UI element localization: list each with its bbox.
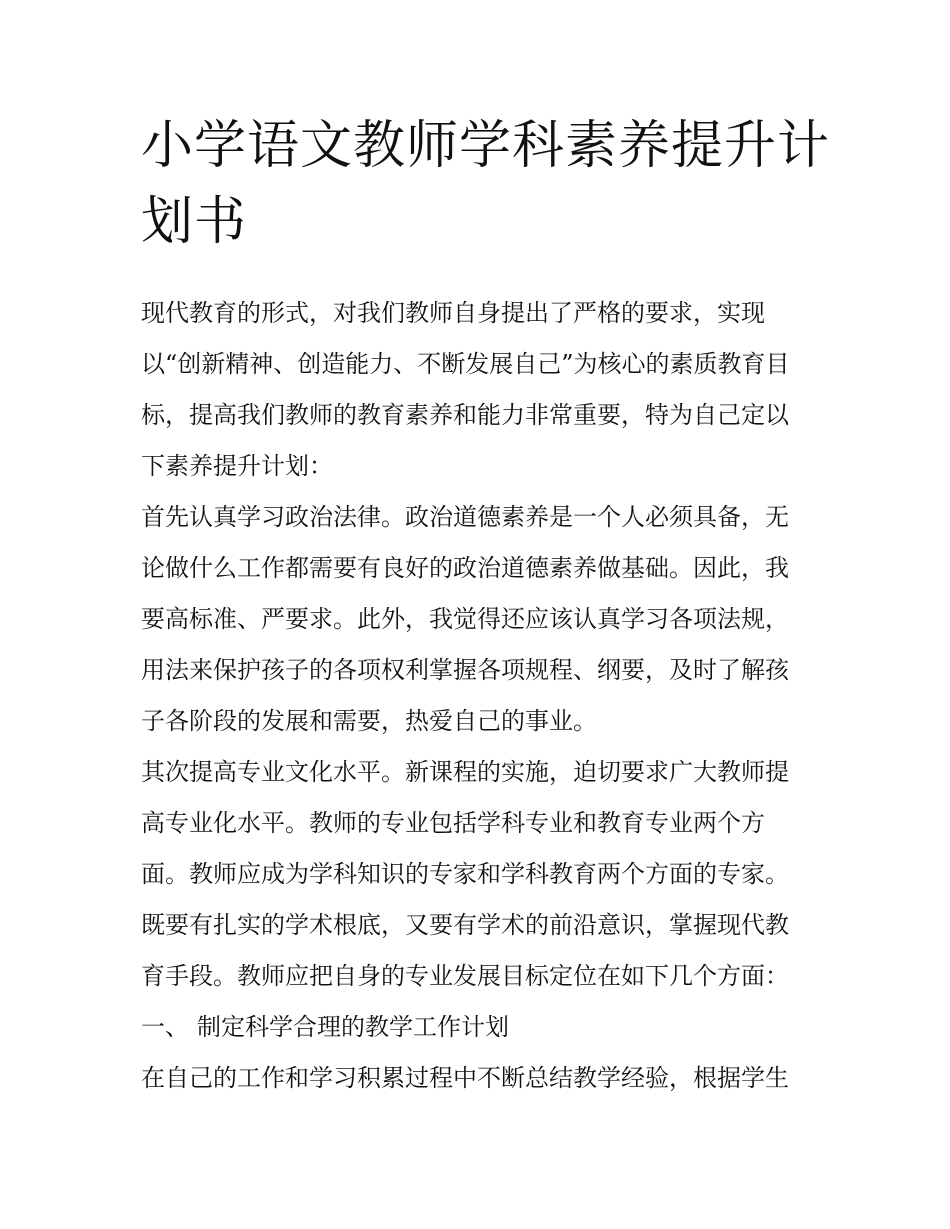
document-body: [141, 288, 813, 1104]
title-line: 小学语文教师学科素养提升计: [141, 116, 831, 176]
text-line: 以“创新精神、创造能力、不断发展自己”为核心的素质教育目: [141, 350, 790, 378]
text-line: 现代教育的形式，对我们教师自身提出了严格的要求，实现: [141, 299, 765, 327]
section-heading-number: 一、: [141, 1013, 189, 1041]
text-line: 用法来保护孩子的各项权利掌握各项规程、纲要，及时了解孩: [141, 656, 789, 684]
paragraph-professional-level: [141, 747, 813, 1002]
text-line: 首先认真学习政治法律。政治道德素养是一个人必须具备，无: [141, 503, 789, 531]
text-line: 在自己的工作和学习积累过程中不断总结教学经验，根据学生: [141, 1064, 789, 1092]
paragraph-intro: [141, 288, 813, 492]
text-line: 育手段。教师应把自身的专业发展目标定位在如下几个方面：: [141, 962, 789, 990]
text-line: 要高标准、严要求。此外，我觉得还应该认真学习各项法规，: [141, 605, 789, 633]
paragraph-politics-law: [141, 492, 813, 747]
title-line: 划书: [141, 192, 248, 252]
text-line: 既要有扎实的学术根底，又要有学术的前沿意识，掌握现代教: [141, 911, 789, 939]
text-line: 子各阶段的发展和需要，热爱自己的事业。: [141, 707, 597, 735]
text-line: 论做什么工作都需要有良好的政治道德素养做基础。因此，我: [141, 554, 789, 582]
text-line: 标，提高我们教师的教育素养和能力非常重要，特为自己定以: [141, 401, 789, 429]
document-page: [141, 108, 831, 1104]
text-line: 高专业化水平。教师的专业包括学科专业和教育专业两个方: [141, 809, 765, 837]
section-heading: [141, 1002, 813, 1053]
document-title: [141, 108, 831, 260]
text-line: 面。教师应成为学科知识的专家和学科教育两个方面的专家。: [141, 860, 789, 888]
text-line: 其次提高专业文化水平。新课程的实施，迫切要求广大教师提: [141, 758, 789, 786]
text-line: 下素养提升计划：: [141, 452, 333, 480]
paragraph-last: [141, 1053, 813, 1104]
section-heading-text: 制定科学合理的教学工作计划: [197, 1013, 509, 1041]
